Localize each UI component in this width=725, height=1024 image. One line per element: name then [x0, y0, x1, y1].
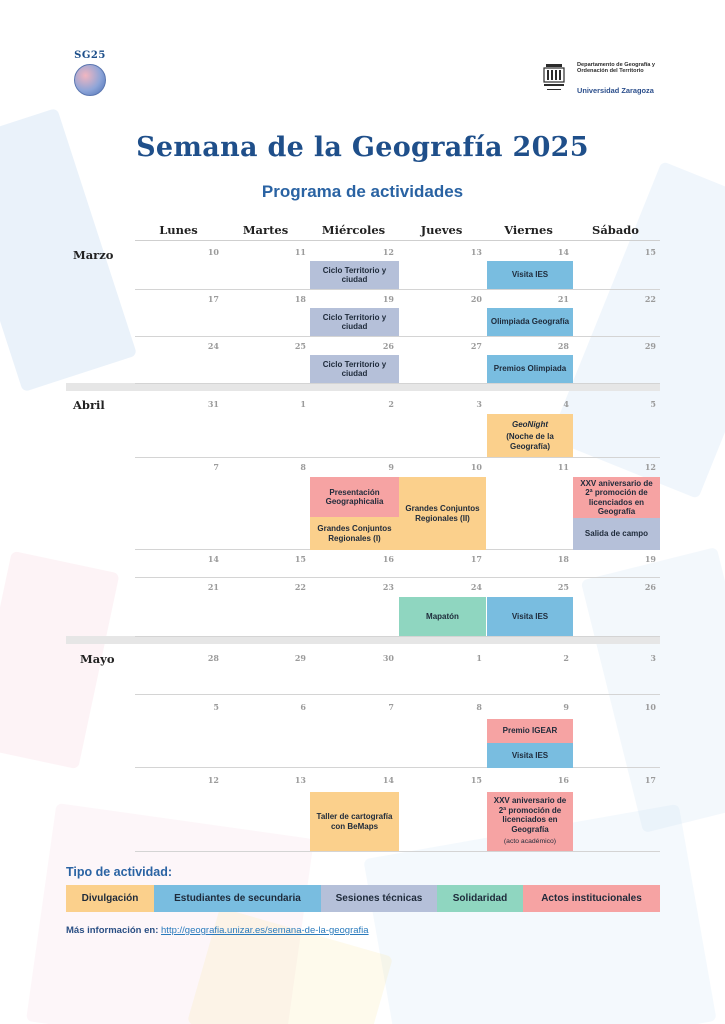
week-divider: [135, 851, 660, 852]
day-number: 28: [557, 341, 569, 351]
event-xxv-aniversario-acto: [487, 792, 573, 851]
day-number: 13: [294, 775, 306, 785]
event-olimpiada: Olimpiada Geografía: [487, 308, 573, 336]
day-header-jueves: Jueves: [420, 223, 463, 237]
globe-icon: [74, 64, 106, 96]
more-info: [66, 925, 369, 936]
day-number: 8: [476, 702, 482, 712]
day-number: 28: [207, 653, 219, 663]
day-number: 11: [557, 462, 569, 472]
day-number: 24: [470, 582, 482, 592]
legend-item-divulgacion: Divulgación: [66, 885, 154, 912]
day-number: 29: [294, 653, 306, 663]
day-number: 18: [557, 554, 569, 564]
day-number: 31: [207, 399, 219, 409]
week-divider: [135, 577, 660, 578]
week-divider: [135, 457, 660, 458]
week-divider: [135, 336, 660, 337]
day-number: 4: [563, 399, 569, 409]
day-number: 8: [300, 462, 306, 472]
event-taller-cartografia: Taller de cartografía con BeMaps: [310, 792, 399, 851]
day-header-martes: Martes: [242, 223, 289, 237]
department-name: Departamento de Geografía y Ordenación del Territorio: [577, 62, 656, 75]
day-header-sabado: Sábado: [592, 223, 639, 237]
day-number: 10: [470, 462, 482, 472]
event-premios-olimpiada: Premios Olimpiada: [487, 355, 573, 383]
legend-item-solidaridad: Solidaridad: [437, 885, 523, 912]
day-number: 2: [388, 399, 394, 409]
day-number: 7: [213, 462, 219, 472]
day-header-viernes: Viernes: [504, 223, 553, 237]
day-number: 3: [476, 399, 482, 409]
day-number: 10: [644, 702, 656, 712]
event-visita-ies: Visita IES: [487, 743, 573, 768]
day-number: 26: [644, 582, 656, 592]
day-number: 12: [382, 247, 394, 257]
month-label-marzo: Marzo: [73, 248, 114, 262]
legend-item-secundaria: Estudiantes de secundaria: [154, 885, 321, 912]
university-name: Universidad Zaragoza: [577, 86, 654, 95]
day-number: 23: [382, 582, 394, 592]
day-number: 16: [382, 554, 394, 564]
day-number: 17: [644, 775, 656, 785]
more-info-link[interactable]: http://geografia.unizar.es/semana-de-la-geografia: [161, 925, 369, 936]
day-number: 29: [644, 341, 656, 351]
day-number: 6: [300, 702, 306, 712]
event-xxv-note: (acto académico): [503, 838, 557, 846]
day-number: 15: [470, 775, 482, 785]
day-number: 14: [557, 247, 569, 257]
event-ciclo-territorio: Ciclo Territorio y ciudad: [310, 355, 399, 383]
day-number: 1: [476, 653, 482, 663]
day-number: 15: [644, 247, 656, 257]
page-subtitle: Programa de actividades: [261, 182, 464, 201]
day-number: 19: [382, 294, 394, 304]
month-separator: [66, 383, 660, 391]
legend-title: Tipo de actividad:: [66, 865, 173, 879]
day-number: 25: [557, 582, 569, 592]
logo-wordmark: SG25: [74, 50, 106, 61]
legend-item-actos-institucionales: Actos institucionales: [523, 885, 660, 912]
day-number: 12: [644, 462, 656, 472]
day-header-lunes: Lunes: [159, 223, 198, 237]
day-number: 25: [294, 341, 306, 351]
more-info-label: Más información en:: [66, 925, 159, 936]
event-grandes-conjuntos-1: Grandes Conjuntos Regionales (I): [310, 517, 399, 550]
university-logo: [543, 62, 663, 96]
day-number: 14: [207, 554, 219, 564]
week-divider: [135, 383, 660, 384]
activity-type-legend: [66, 885, 660, 912]
event-ciclo-territorio: Ciclo Territorio y ciudad: [310, 261, 399, 289]
event-ciclo-territorio: Ciclo Territorio y ciudad: [310, 308, 399, 336]
day-number: 20: [470, 294, 482, 304]
legend-item-sesiones-tecnicas: Sesiones técnicas: [321, 885, 437, 912]
day-number: 22: [644, 294, 656, 304]
day-number: 5: [213, 702, 219, 712]
week-divider: [135, 767, 660, 768]
day-number: 27: [470, 341, 482, 351]
event-grandes-conjuntos-2: Grandes Conjuntos Regionales (II): [399, 477, 486, 550]
university-crest-icon: [543, 62, 565, 94]
day-number: 2: [563, 653, 569, 663]
day-number: 5: [650, 399, 656, 409]
month-label-abril: Abril: [73, 398, 105, 412]
day-number: 7: [388, 702, 394, 712]
day-number: 21: [207, 582, 219, 592]
event-geonight: [487, 414, 573, 457]
week-divider: [135, 636, 660, 637]
day-number: 14: [382, 775, 394, 785]
day-number: 3: [650, 653, 656, 663]
day-number: 16: [557, 775, 569, 785]
event-presentacion-geographicalia: Presentación Geographicalia: [310, 477, 399, 517]
day-number: 1: [300, 399, 306, 409]
event-xxv-aniversario: XXV aniversario de 2ª promoción de licenciados en Geografía: [573, 477, 660, 518]
event-visita-ies: Visita IES: [487, 597, 573, 636]
event-mapaton: Mapatón: [399, 597, 486, 636]
event-geonight-title: GeoNight: [512, 419, 548, 429]
header-divider: [135, 240, 660, 241]
week-divider: [135, 289, 660, 290]
sg25-logo: [70, 50, 110, 96]
month-separator: [66, 636, 660, 644]
day-number: 10: [207, 247, 219, 257]
day-number: 13: [470, 247, 482, 257]
week-divider: [135, 694, 660, 695]
day-number: 24: [207, 341, 219, 351]
event-premio-igear: Premio IGEAR: [487, 719, 573, 743]
day-number: 17: [470, 554, 482, 564]
day-number: 30: [382, 653, 394, 663]
day-number: 21: [557, 294, 569, 304]
event-xxv-title: XXV aniversario de 2ª promoción de licenciados en Geografía: [493, 796, 567, 834]
day-number: 17: [207, 294, 219, 304]
day-number: 22: [294, 582, 306, 592]
day-number: 26: [382, 341, 394, 351]
day-number: 19: [644, 554, 656, 564]
page-title: Semana de la Geografía 2025: [136, 132, 589, 163]
day-number: 18: [294, 294, 306, 304]
day-number: 9: [563, 702, 569, 712]
day-number: 9: [388, 462, 394, 472]
month-label-mayo: Mayo: [80, 652, 115, 666]
day-header-miercoles: Miércoles: [321, 223, 386, 237]
event-visita-ies: Visita IES: [487, 261, 573, 289]
event-salida-campo: Salida de campo: [573, 518, 660, 550]
day-number: 11: [294, 247, 306, 257]
day-number: 15: [294, 554, 306, 564]
day-number: 12: [207, 775, 219, 785]
event-geonight-subtitle: (Noche de la Geografía): [506, 432, 554, 451]
